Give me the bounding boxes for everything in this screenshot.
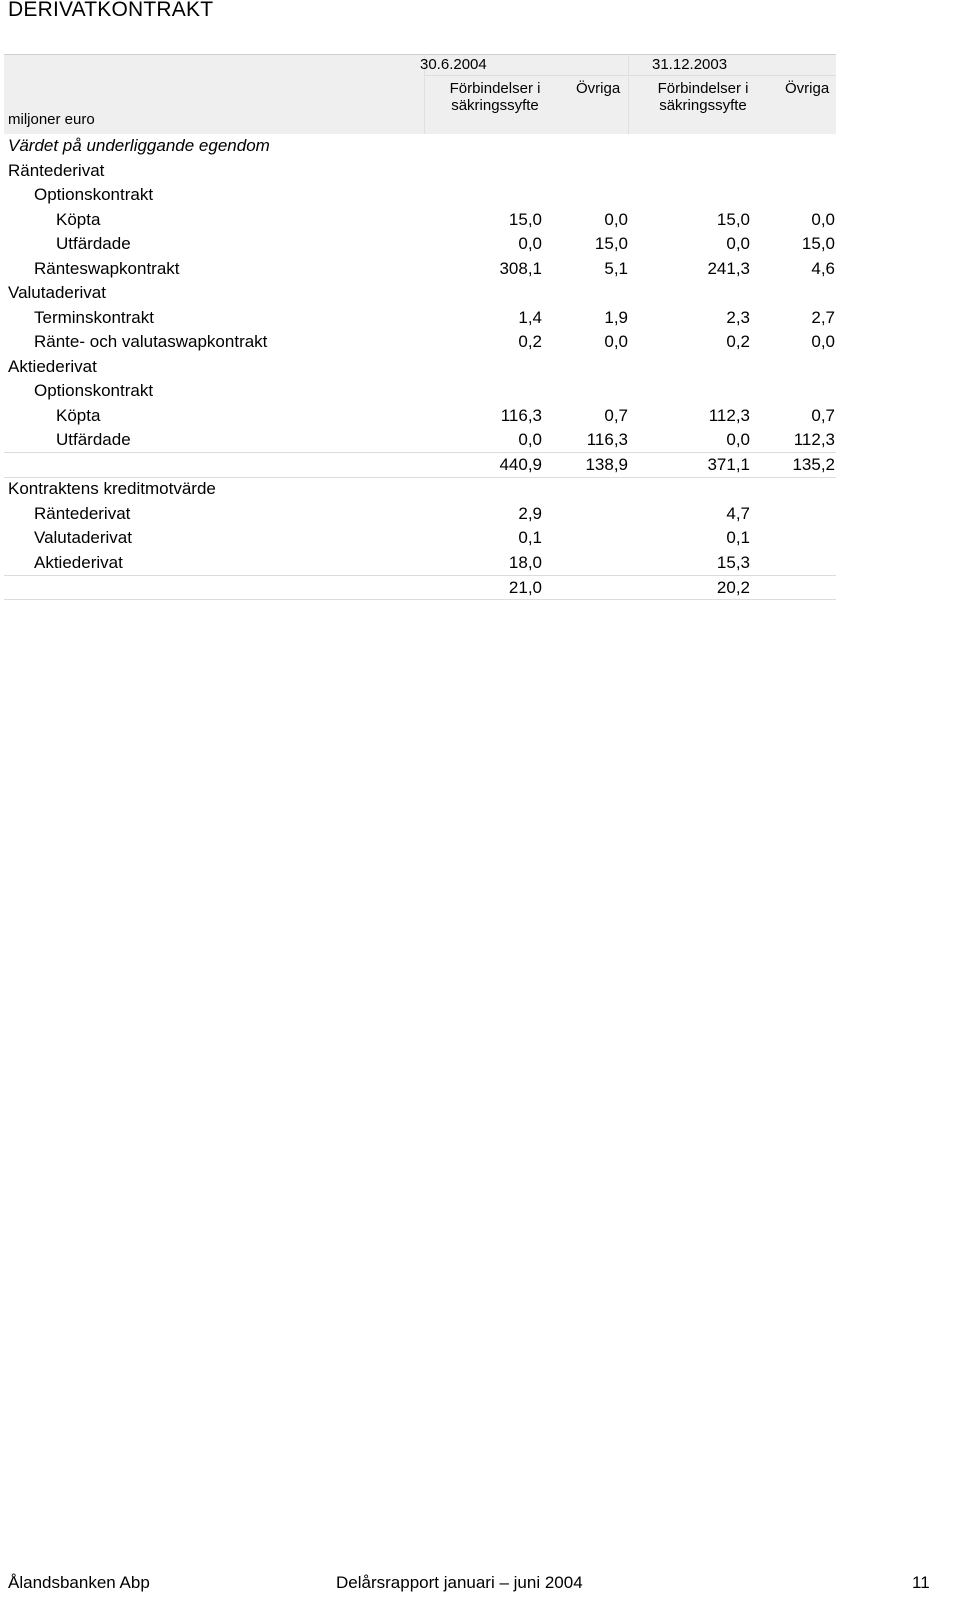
section-heading: Värdet på underliggande egendom [8,136,270,155]
date-2004-header: 30.6.2004 [420,56,487,73]
table-row [0,428,840,452]
row-label: Optionskontrakt [34,185,154,204]
cell-hedge-2003: 0,1 [726,528,750,547]
cell-other-2004: 0,0 [604,210,628,229]
hedge-header-line2: säkringssyfte [659,97,747,114]
cell-hedge-2004: 0,0 [518,430,542,449]
total-other-2004: 138,9 [585,455,628,474]
cell-hedge-2003: 0,0 [726,234,750,253]
header-date-rule [424,75,836,76]
cell-hedge-2004: 18,0 [508,553,542,572]
cell-hedge-2003: 15,0 [716,210,750,229]
row-label: Utfärdade [56,234,131,253]
hedge-header-line2: säkringssyfte [451,97,539,114]
total-hedge-2003: 371,1 [707,455,750,474]
unit-label: miljoner euro [8,111,95,128]
hedge-header-2003 [638,80,768,114]
cell-hedge-2004: 0,1 [518,528,542,547]
cell-hedge-2004: 0,0 [518,234,542,253]
cell-hedge-2004: 116,3 [500,406,542,425]
hedge-header-2004 [430,80,560,114]
total-other-2003: 135,2 [792,455,835,474]
cell-other-2003: 112,3 [793,430,835,449]
total-hedge-2004: 21,0 [508,578,542,597]
row-label: Ränte- och valutaswapkontrakt [34,332,268,351]
table-row [0,159,840,183]
table-row [0,232,840,256]
cell-other-2003: 4,6 [811,259,835,278]
table-row [0,330,840,354]
row-label: Terminskontrakt [34,308,154,327]
table-row [0,551,840,575]
row-label: Valutaderivat [34,528,132,547]
table-row [0,477,840,501]
hedge-header-line1: Förbindelser i [657,80,749,97]
date-2003-header: 31.12.2003 [652,56,728,73]
other-header-2004: Övriga [576,80,621,97]
table-row [0,502,840,526]
cell-other-2003: 0,0 [811,210,835,229]
table-row [0,306,840,330]
cell-other-2003: 2,7 [811,308,835,327]
total-rule [4,599,836,600]
cell-hedge-2004: 2,9 [518,504,542,523]
cell-other-2003: 0,0 [811,332,835,351]
table-row [0,526,840,550]
row-label: Ränteswapkontrakt [34,259,180,278]
row-label: Köpta [56,210,101,229]
header-divider [628,54,629,134]
cell-hedge-2004: 0,2 [518,332,542,351]
cell-hedge-2003: 2,3 [726,308,750,327]
total-hedge-2004: 440,9 [499,455,542,474]
row-label: Utfärdade [56,430,131,449]
cell-hedge-2004: 1,4 [518,308,542,327]
row-label: Räntederivat [8,161,105,180]
cell-other-2004: 116,3 [586,430,628,449]
cell-hedge-2003: 0,0 [726,430,750,449]
cell-other-2003: 0,7 [811,406,835,425]
total-row [0,453,840,477]
table-row [0,404,840,428]
table-row [0,257,840,281]
cell-other-2004: 0,7 [604,406,628,425]
row-label: Optionskontrakt [34,381,154,400]
header-top-rule [4,54,836,55]
cell-hedge-2003: 0,2 [726,332,750,351]
row-label: Köpta [56,406,101,425]
cell-hedge-2003: 4,7 [726,504,750,523]
cell-hedge-2003: 241,3 [707,259,750,278]
row-label: Räntederivat [34,504,131,523]
cell-hedge-2003: 15,3 [716,553,750,572]
total-row [0,576,840,600]
document-title: DERIVATKONTRAKT [8,0,214,21]
row-label: Aktiederivat [8,357,97,376]
cell-other-2004: 1,9 [604,308,628,327]
cell-hedge-2004: 15,0 [508,210,542,229]
table-row [0,355,840,379]
other-header-2003: Övriga [785,80,830,97]
footer-report-title: Delårsrapport januari – juni 2004 [336,1573,583,1592]
table-row [0,379,840,403]
footer-company: Ålandsbanken Abp [8,1573,150,1592]
row-label: Valutaderivat [8,283,106,302]
row-label: Kontraktens kreditmotvärde [8,479,216,498]
total-hedge-2003: 20,2 [716,578,750,597]
hedge-header-line1: Förbindelser i [449,80,541,97]
cell-hedge-2003: 112,3 [708,406,750,425]
cell-other-2004: 15,0 [594,234,628,253]
table-row [0,281,840,305]
cell-other-2003: 15,0 [801,234,835,253]
table-row [0,208,840,232]
footer-page-number: 11 [912,1573,930,1592]
row-label: Aktiederivat [34,553,123,572]
table-row [0,183,840,207]
cell-hedge-2004: 308,1 [499,259,542,278]
section-heading-row [0,134,840,158]
cell-other-2004: 5,1 [604,259,628,278]
cell-other-2004: 0,0 [604,332,628,351]
